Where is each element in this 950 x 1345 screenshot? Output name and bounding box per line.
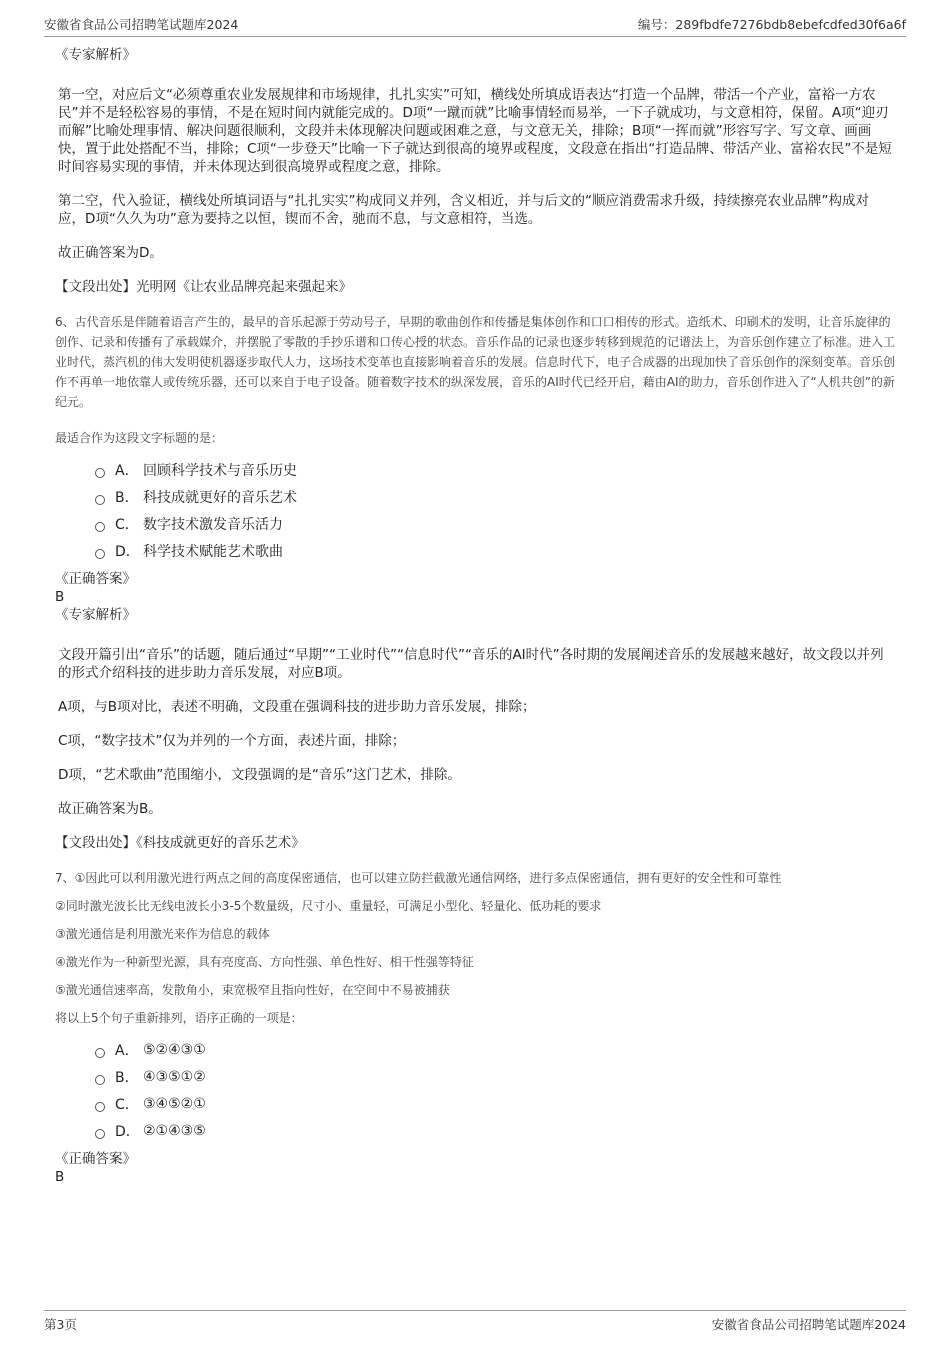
q7-answer-title: 《正确答案》 [55,1151,136,1167]
q7-option-c[interactable] [95,1090,895,1117]
q6-option-a[interactable] [95,456,895,483]
q6-option-c[interactable] [95,510,895,537]
header-serial: 编号：289fbdfe7276bdb8ebefcdfed30f6a6f [637,17,906,32]
q6-analysis-3: C项，“数字技术”仅为并列的一个方面，表述片面，排除； [58,733,406,749]
q6-option-b[interactable] [95,483,895,510]
radio-icon[interactable] [95,1048,105,1058]
q5-expert-title: 《专家解析》 [55,47,136,63]
page-footer [44,1310,906,1335]
q5-analysis-para2: 第二空，代入验证，横线处所填词语与“扎扎实实”构成同义并列，含义相近，并与后文的“顺应消费需求升级，持续擦亮农业品牌”构成对应，D项“久久为功”意为要持之以恒，锲而不舍，驰而不息，与文意相符，当选。 [58,193,869,227]
q7-option-a[interactable] [95,1036,895,1063]
option-letter: A． [115,1042,139,1059]
option-text: 数字技术激发音乐活力 [143,516,283,533]
q7-sentence-3: ③激光通信是利用激光来作为信息的载体 [55,927,270,941]
q7-sentence-4: ④激光作为一种新型光源，具有亮度高、方向性强、单色性好、相干性强等特征 [55,955,474,969]
q6-analysis-4: D项，“艺术歌曲”范围缩小，文段强调的是“音乐”这门艺术，排除。 [58,767,461,783]
option-letter: A． [115,462,139,479]
option-text: 回顾科学技术与音乐历史 [143,462,297,479]
option-text: ②①④③⑤ [143,1122,206,1139]
q6-question: 最适合作为这段文字标题的是： [55,431,224,445]
radio-icon[interactable] [95,495,105,505]
q7-option-b[interactable] [95,1063,895,1090]
q6-stem: 6、古代音乐是伴随着语言产生的，最早的音乐起源于劳动号子，早期的歌曲创作和传播是集体创作和口口相传的形式。造纸术、印刷术的发明，让音乐旋律的创作、记录和传播有了承载媒介，并摆脱了零散的手抄乐谱和口传心授的状态。音乐作品的记录也逐步转移到规范的记谱法上，为音乐创作建立了标准。进入工业时代，蒸汽机的伟大发明使机器逐步取代人力，这场技术变革也直接影响着音乐的发展。信息时代下，电子合成器的出现加快了音乐创作的深刻变革。音乐创作不再单一地依靠人或传统乐器，还可以来自于电子设备。随着数字技术的纵深发展，音乐的AI时代已经开启，藉由AI的助力，音乐创作进入了“人机共创”的新纪元。 [55,315,896,409]
option-letter: C． [115,516,139,533]
option-letter: D． [115,543,140,560]
q6-analysis-1: 文段开篇引出“音乐”的话题，随后通过“早期”“工业时代”“信息时代”“音乐的AI时代”各时期的发展阐述音乐的发展越来越好，故文段以并列的形式介绍科技的进步助力音乐发展，对应B项。 [58,647,884,681]
q6-analysis-2: A项，与B项对比，表述不明确，文段重在强调科技的进步助力音乐发展，排除； [58,699,536,715]
radio-icon[interactable] [95,468,105,478]
option-letter: B． [115,489,139,506]
radio-icon[interactable] [95,522,105,532]
q6-answer-title: 《正确答案》 [55,571,136,587]
q7-answer: B [55,1169,65,1185]
footer-title: 安徽省食品公司招聘笔试题库2024 [711,1317,906,1332]
page-content [55,46,895,1186]
radio-icon[interactable] [95,1102,105,1112]
option-text: 科学技术赋能艺术歌曲 [143,543,283,560]
radio-icon[interactable] [95,549,105,559]
q7-sentence-2: ②同时激光波长比无线电波长小3-5个数量级，尺寸小、重量轻，可满足小型化、轻量化、低功耗的要求 [55,899,602,913]
q7-options [95,1036,895,1144]
q5-conclusion: 故正确答案为D。 [58,245,163,261]
page-header [44,14,906,37]
q6-option-d[interactable] [95,537,895,564]
q7-option-d[interactable] [95,1117,895,1144]
q6-source: 【文段出处】《科技成就更好的音乐艺术》 [55,835,305,851]
q6-conclusion: 故正确答案为B。 [58,801,162,817]
option-letter: B． [115,1069,139,1086]
q6-options [95,456,895,564]
q5-analysis-para1: 第一空，对应后文“必须尊重农业发展规律和市场规律，扎扎实实”可知，横线处所填成语表达“打造一个品牌，带活一个产业，富裕一方农民”并不是轻松容易的事情，不是在短时间内就能完成的。D项“一蹴而就”比喻事情轻而易举，一下子就成功，与文意相符，保留。A项“迎刃而解”比喻处理事情、解决问题很顺利，文段并未体现解决问题或困难之意，与文意无关，排除；B项“一挥而就”形容写字、写文章、画画快，置于此处搭配不当，排除；C项“一步登天”比喻一下子就达到很高的境界或程度，文段意在指出“打造品牌、带活产业、富裕农民”不是短时间容易实现的事情，并未体现达到很高境界或程度之意，排除。 [58,87,892,175]
q6-expert-title: 《专家解析》 [55,607,136,623]
q5-source: 【文段出处】光明网《让农业品牌亮起来强起来》 [55,279,352,295]
option-text: ④③⑤①② [143,1068,206,1085]
option-letter: D． [115,1123,140,1140]
option-letter: C． [115,1096,139,1113]
header-title: 安徽省食品公司招聘笔试题库2024 [44,17,239,32]
q7-question: 将以上5个句子重新排列，语序正确的一项是： [55,1011,303,1025]
q6-answer: B [55,589,65,605]
q7-sentence-5: ⑤激光通信速率高，发散角小，束宽极窄且指向性好，在空间中不易被捕获 [55,983,450,997]
option-text: ③④⑤②① [143,1095,206,1112]
radio-icon[interactable] [95,1129,105,1139]
option-text: ⑤②④③① [143,1041,206,1058]
page-number: 第3页 [44,1317,77,1332]
q7-sentence-1: 7、①因此可以利用激光进行两点之间的高度保密通信，也可以建立防拦截激光通信网络，进行多点保密通信，拥有更好的安全性和可靠性 [55,871,782,885]
option-text: 科技成就更好的音乐艺术 [143,489,297,506]
radio-icon[interactable] [95,1075,105,1085]
